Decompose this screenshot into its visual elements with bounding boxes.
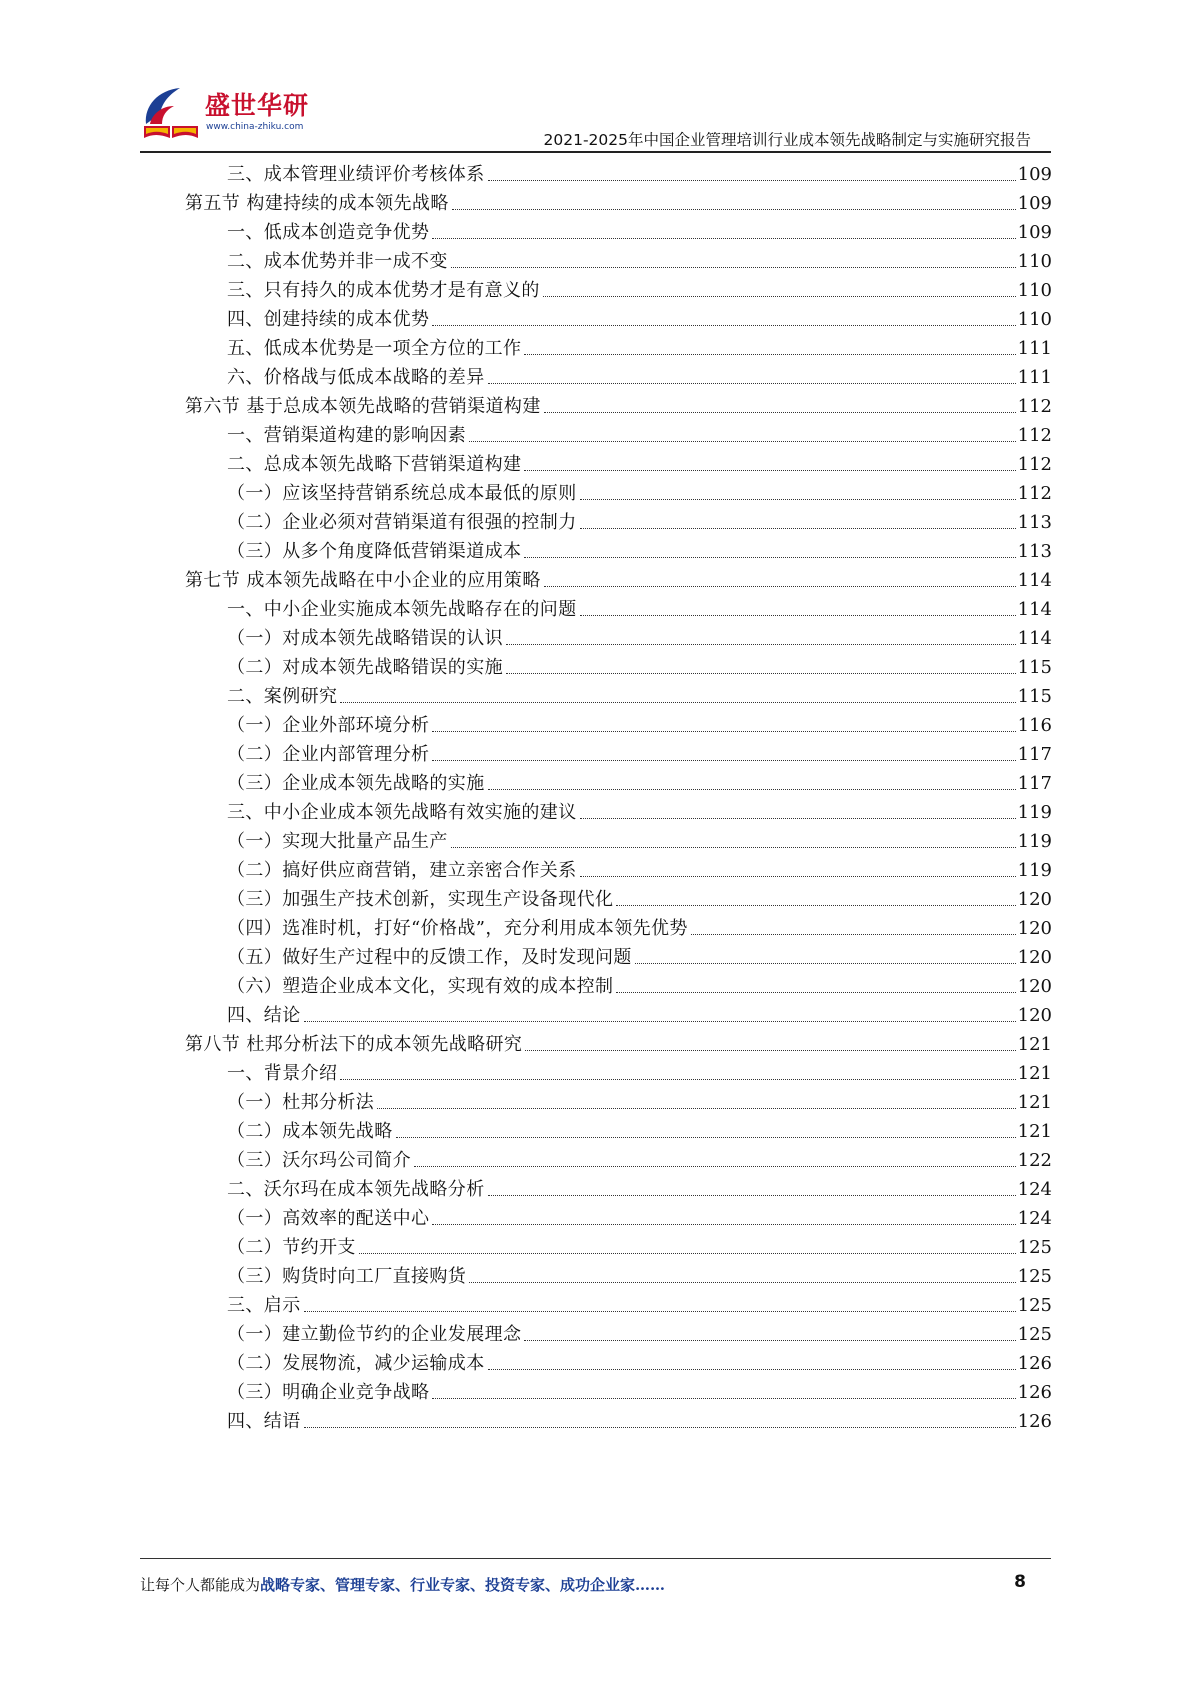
toc-entry-title: 三、成本管理业绩评价考核体系	[227, 164, 485, 185]
toc-dot-leader	[506, 644, 1016, 645]
toc-entry-title: （三）沃尔玛公司简介	[227, 1150, 411, 1171]
toc-entry-page: 122	[1017, 1150, 1052, 1171]
toc-entry-page: 119	[1017, 860, 1052, 881]
toc-entry[interactable]	[227, 1175, 1052, 1201]
toc-entry[interactable]	[227, 943, 1052, 969]
toc-entry[interactable]	[227, 624, 1052, 650]
toc-dot-leader	[616, 992, 1015, 993]
toc-dot-leader	[580, 876, 1016, 877]
toc-dot-leader	[414, 1166, 1016, 1167]
toc-entry-page: 125	[1017, 1295, 1052, 1316]
toc-entry-page: 115	[1017, 657, 1052, 678]
toc-entry-page: 119	[1017, 831, 1052, 852]
toc-entry-page: 110	[1017, 280, 1052, 301]
toc-entry-page: 112	[1017, 483, 1052, 504]
toc-entry[interactable]	[227, 421, 1052, 447]
toc-dot-leader	[580, 818, 1016, 819]
toc-entry[interactable]	[227, 914, 1052, 940]
toc-dot-leader	[304, 1427, 1016, 1428]
toc-dot-leader	[635, 963, 1016, 964]
header-divider	[140, 151, 1051, 153]
toc-entry[interactable]	[227, 972, 1052, 998]
toc-entry-page: 120	[1017, 889, 1052, 910]
toc-entry-title: （二）节约开支	[227, 1237, 356, 1258]
toc-entry-page: 113	[1017, 512, 1052, 533]
toc-dot-leader	[469, 441, 1015, 442]
toc-entry-title: （二）企业内部管理分析	[227, 744, 430, 765]
toc-dot-leader	[340, 1079, 1015, 1080]
toc-dot-leader	[432, 760, 1015, 761]
toc-entry-page: 112	[1017, 396, 1052, 417]
toc-entry-page: 121	[1017, 1092, 1052, 1113]
toc-entry-page: 126	[1017, 1382, 1052, 1403]
toc-entry-title: （一）对成本领先战略错误的认识	[227, 628, 503, 649]
toc-entry-page: 109	[1017, 164, 1052, 185]
toc-entry-page: 121	[1017, 1034, 1052, 1055]
toc-entry-page: 120	[1017, 1005, 1052, 1026]
toc-entry[interactable]	[227, 769, 1052, 795]
toc-dot-leader	[616, 905, 1015, 906]
toc-entry-page: 113	[1017, 541, 1052, 562]
toc-entry[interactable]	[227, 1146, 1052, 1172]
company-logo	[140, 84, 310, 144]
toc-entry-title: 第五节 构建持续的成本领先战略	[185, 193, 449, 214]
toc-entry[interactable]	[227, 595, 1052, 621]
toc-dot-leader	[377, 1108, 1015, 1109]
toc-dot-leader	[543, 296, 1016, 297]
logo-emblem-icon	[140, 84, 204, 144]
footer-slogan	[140, 1574, 665, 1595]
toc-dot-leader	[544, 586, 1016, 587]
toc-dot-leader	[488, 383, 1016, 384]
toc-dot-leader	[452, 209, 1016, 210]
toc-entry-page: 120	[1017, 976, 1052, 997]
toc-entry[interactable]	[227, 450, 1052, 476]
toc-entry[interactable]	[227, 508, 1052, 534]
toc-dot-leader	[304, 1021, 1016, 1022]
toc-dot-leader	[488, 1369, 1016, 1370]
toc-entry-page: 112	[1017, 454, 1052, 475]
toc-entry[interactable]	[227, 798, 1052, 824]
toc-entry[interactable]	[227, 1088, 1052, 1114]
toc-entry-title: 二、总成本领先战略下营销渠道构建	[227, 454, 522, 475]
toc-dot-leader	[359, 1253, 1016, 1254]
toc-entry-title: （一）应该坚持营销系统总成本最低的原则	[227, 483, 577, 504]
toc-entry[interactable]	[227, 1291, 1052, 1317]
toc-dot-leader	[451, 267, 1016, 268]
logo-url: www.china-zhiku.com	[206, 122, 304, 132]
toc-entry[interactable]	[227, 363, 1052, 389]
toc-entry[interactable]	[227, 1320, 1052, 1346]
logo-brand-name: 盛世华研	[205, 91, 310, 120]
toc-entry[interactable]	[227, 537, 1052, 563]
toc-dot-leader	[432, 1398, 1015, 1399]
page-number: 8	[1014, 1572, 1026, 1592]
toc-entry-title: 四、结论	[227, 1005, 301, 1026]
report-title: 2021-2025年中国企业管理培训行业成本领先战略制定与实施研究报告	[543, 131, 1031, 149]
toc-entry-title: 三、启示	[227, 1295, 301, 1316]
toc-dot-leader	[488, 1195, 1016, 1196]
toc-entry-page: 111	[1017, 367, 1052, 388]
toc-dot-leader	[524, 1340, 1015, 1341]
toc-entry-page: 124	[1017, 1208, 1052, 1229]
toc-dot-leader	[525, 1050, 1015, 1051]
toc-entry-title: （一）建立勤俭节约的企业发展理念	[227, 1324, 522, 1345]
toc-entry-title: 三、中小企业成本领先战略有效实施的建议	[227, 802, 577, 823]
toc-entry[interactable]	[227, 682, 1052, 708]
toc-entry-title: 六、价格战与低成本战略的差异	[227, 367, 485, 388]
toc-entry-page: 125	[1017, 1324, 1052, 1345]
toc-dot-leader	[580, 499, 1016, 500]
toc-entry-title: （二）企业必须对营销渠道有很强的控制力	[227, 512, 577, 533]
toc-entry[interactable]	[185, 392, 1052, 418]
toc-entry[interactable]	[227, 218, 1052, 244]
toc-entry-title: （二）发展物流，减少运输成本	[227, 1353, 485, 1374]
toc-entry[interactable]	[227, 1262, 1052, 1288]
toc-entry-title: 一、背景介绍	[227, 1063, 338, 1084]
toc-entry[interactable]	[227, 334, 1052, 360]
toc-entry-page: 109	[1017, 193, 1052, 214]
toc-entry-title: （三）明确企业竞争战略	[227, 1382, 430, 1403]
toc-entry-page: 112	[1017, 425, 1052, 446]
toc-entry[interactable]	[185, 566, 1052, 592]
toc-entry-page: 121	[1017, 1063, 1052, 1084]
toc-entry-page: 114	[1017, 599, 1052, 620]
toc-dot-leader	[451, 847, 1016, 848]
toc-entry-title: 二、成本优势并非一成不变	[227, 251, 448, 272]
toc-dot-leader	[524, 470, 1015, 471]
toc-dot-leader	[396, 1137, 1016, 1138]
toc-entry-page: 116	[1017, 715, 1052, 736]
toc-entry-title: 第六节 基于总成本领先战略的营销渠道构建	[185, 396, 541, 417]
toc-entry-page: 110	[1017, 309, 1052, 330]
toc-entry-title: 二、沃尔玛在成本领先战略分析	[227, 1179, 485, 1200]
toc-entry-title: （四）选准时机，打好“价格战”，充分利用成本领先优势	[227, 918, 688, 939]
toc-entry-title: 三、只有持久的成本优势才是有意义的	[227, 280, 540, 301]
toc-entry[interactable]	[185, 189, 1052, 215]
toc-entry-title: （五）做好生产过程中的反馈工作，及时发现问题	[227, 947, 632, 968]
toc-entry-page: 126	[1017, 1353, 1052, 1374]
toc-entry-page: 120	[1017, 947, 1052, 968]
toc-entry[interactable]	[227, 1001, 1052, 1027]
toc-entry[interactable]	[227, 1204, 1052, 1230]
toc-entry[interactable]	[227, 856, 1052, 882]
toc-entry[interactable]	[227, 479, 1052, 505]
toc-entry-title: （三）购货时向工厂直接购货	[227, 1266, 467, 1287]
toc-entry-page: 110	[1017, 251, 1052, 272]
toc-entry-title: （三）企业成本领先战略的实施	[227, 773, 485, 794]
toc-dot-leader	[432, 731, 1015, 732]
toc-entry-page: 115	[1017, 686, 1052, 707]
toc-entry-title: （二）成本领先战略	[227, 1121, 393, 1142]
toc-dot-leader	[488, 180, 1016, 181]
toc-entry-page: 125	[1017, 1266, 1052, 1287]
footer-divider	[140, 1558, 1051, 1559]
toc-entry[interactable]	[227, 1059, 1052, 1085]
toc-entry[interactable]	[227, 740, 1052, 766]
toc-entry-title: （一）实现大批量产品生产	[227, 831, 448, 852]
toc-entry[interactable]	[227, 1349, 1052, 1375]
toc-entry[interactable]	[227, 247, 1052, 273]
toc-entry-title: （二）对成本领先战略错误的实施	[227, 657, 503, 678]
toc-entry[interactable]	[227, 1233, 1052, 1259]
toc-dot-leader	[304, 1311, 1016, 1312]
toc-entry-title: 第八节 杜邦分析法下的成本领先战略研究	[185, 1034, 523, 1055]
toc-entry[interactable]	[185, 1030, 1052, 1056]
toc-entry-title: （二）搞好供应商营销，建立亲密合作关系	[227, 860, 577, 881]
toc-entry-title: （三）从多个角度降低营销渠道成本	[227, 541, 522, 562]
toc-entry-title: 二、案例研究	[227, 686, 338, 707]
toc-entry[interactable]	[227, 711, 1052, 737]
toc-entry-title: （一）企业外部环境分析	[227, 715, 430, 736]
toc-dot-leader	[506, 673, 1016, 674]
toc-entry[interactable]	[227, 276, 1052, 302]
toc-entry-page: 124	[1017, 1179, 1052, 1200]
toc-dot-leader	[469, 1282, 1015, 1283]
footer-slogan-lead: 让每个人都能成为	[140, 1576, 261, 1594]
toc-entry-title: 一、中小企业实施成本领先战略存在的问题	[227, 599, 577, 620]
toc-entry-page: 114	[1017, 628, 1052, 649]
toc-entry[interactable]	[227, 160, 1052, 186]
toc-entry-title: （六）塑造企业成本文化，实现有效的成本控制	[227, 976, 614, 997]
toc-dot-leader	[488, 789, 1016, 790]
toc-dot-leader	[340, 702, 1015, 703]
toc-entry-title: 一、低成本创造竞争优势	[227, 222, 430, 243]
toc-entry[interactable]	[227, 1407, 1052, 1433]
toc-entry-title: 四、创建持续的成本优势	[227, 309, 430, 330]
toc-dot-leader	[432, 325, 1015, 326]
toc-entry-title: 第七节 成本领先战略在中小企业的应用策略	[185, 570, 541, 591]
toc-dot-leader	[691, 934, 1016, 935]
toc-entry[interactable]	[227, 305, 1052, 331]
toc-dot-leader	[432, 238, 1015, 239]
toc-entry-title: （一）高效率的配送中心	[227, 1208, 430, 1229]
toc-entry-title: 四、结语	[227, 1411, 301, 1432]
toc-entry-page: 125	[1017, 1237, 1052, 1258]
toc-entry-page: 119	[1017, 802, 1052, 823]
toc-entry[interactable]	[227, 1117, 1052, 1143]
toc-entry-title: （三）加强生产技术创新，实现生产设备现代化	[227, 889, 614, 910]
toc-entry-page: 109	[1017, 222, 1052, 243]
toc-dot-leader	[524, 557, 1015, 558]
toc-entry-page: 111	[1017, 338, 1052, 359]
toc-entry-page: 117	[1017, 773, 1052, 794]
toc-entry-page: 126	[1017, 1411, 1052, 1432]
toc-entry-page: 117	[1017, 744, 1052, 765]
toc-entry-page: 120	[1017, 918, 1052, 939]
toc-dot-leader	[544, 412, 1016, 413]
toc-dot-leader	[432, 1224, 1015, 1225]
toc-entry[interactable]	[227, 827, 1052, 853]
toc-entry-page: 121	[1017, 1121, 1052, 1142]
toc-entry[interactable]	[227, 885, 1052, 911]
toc-entry-title: 五、低成本优势是一项全方位的工作	[227, 338, 522, 359]
toc-entry-title: 一、营销渠道构建的影响因素	[227, 425, 467, 446]
toc-dot-leader	[580, 615, 1016, 616]
toc-entry-page: 114	[1017, 570, 1052, 591]
toc-dot-leader	[524, 354, 1015, 355]
footer-slogan-roles: 战略专家、管理专家、行业专家、投资专家、成功企业家……	[260, 1576, 666, 1594]
toc-dot-leader	[580, 528, 1016, 529]
toc-entry-title: （一）杜邦分析法	[227, 1092, 375, 1113]
toc-entry[interactable]	[227, 653, 1052, 679]
toc-entry[interactable]	[227, 1378, 1052, 1404]
